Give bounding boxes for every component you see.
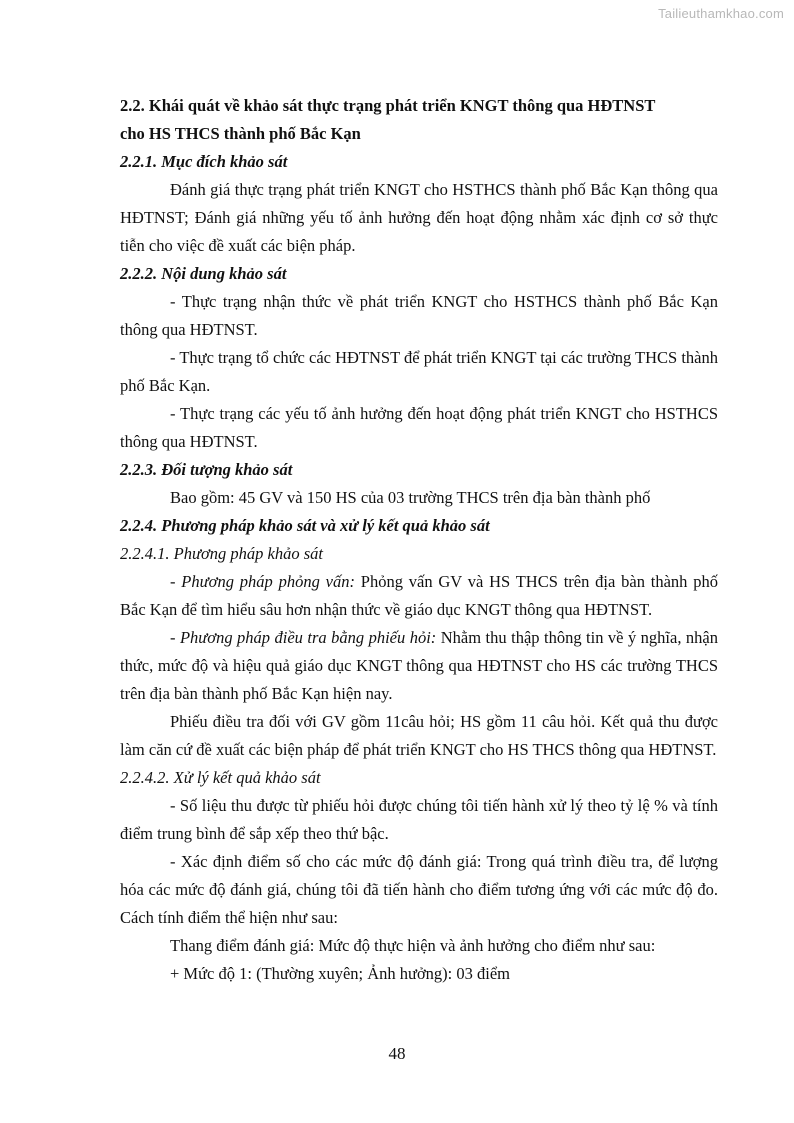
paragraph-purpose: Đánh giá thực trạng phát triển KNGT cho HSTHCS thành phố Bắc Kạn thông qua HĐTNST; Đánh giá những yếu tố ảnh hưởng đến hoạt động nhằm xác định cơ sở thực tiễn cho việc đề xuất các biện pháp. (120, 180, 718, 255)
section-title-line1: 2.2. Khái quát về khảo sát thực trạng phát triển KNGT thông qua HĐTNST (120, 96, 656, 115)
paragraph-subjects: Bao gồm: 45 GV và 150 HS của 03 trường THCS trên địa bàn thành phố (170, 488, 651, 507)
scale-level-1: + Mức độ 1: (Thường xuyên; Ảnh hưởng): 03 điểm (170, 964, 511, 983)
heading-2-2-4-2: 2.2.4.2. Xử lý kết quả khảo sát (120, 768, 321, 787)
heading-2-2-1: 2.2.1. Mục đích khảo sát (120, 152, 288, 171)
survey-method-text: Nhằm thu thập thông tin về ý nghĩa, nhận thức, mức độ và hiệu quả giáo dục KNGT thông qua HĐTNST cho HS các trường THCS trên địa bàn thành phố Bắc Kạn hiện nay. (120, 628, 718, 703)
section-title-line2: cho HS THCS thành phố Bắc Kạn (120, 124, 361, 143)
heading-2-2-4: 2.2.4. Phương pháp khảo sát và xử lý kết quả khảo sát (120, 516, 490, 535)
paragraph-survey-method (120, 624, 718, 708)
document-page (120, 92, 718, 988)
heading-2-2-3: 2.2.3. Đối tượng khảo sát (120, 460, 293, 479)
content-item-2: - Thực trạng tổ chức các HĐTNST để phát triển KNGT tại các trường THCS thành phố Bắc Kạn. (120, 348, 718, 395)
processing-item-2: - Xác định điểm số cho các mức độ đánh giá: Trong quá trình điều tra, để lượng hóa các mức độ đánh giá, chúng tôi đã tiến hành cho điểm tương ứng với các mức độ đo. Cách tính điểm thể hiện như sau: (120, 852, 718, 927)
heading-2-2-2: 2.2.2. Nội dung khảo sát (120, 264, 287, 283)
paragraph-questionnaire: Phiếu điều tra đối với GV gồm 11câu hỏi; HS gồm 11 câu hỏi. Kết quả thu được làm căn cứ đề xuất các biện pháp để phát triển KNGT cho HS THCS thông qua HĐTNST. (120, 712, 718, 759)
watermark: Tailieuthamkhao.com (658, 6, 784, 21)
page-number: 48 (388, 1044, 406, 1063)
scale-intro: Thang điểm đánh giá: Mức độ thực hiện và ảnh hưởng cho điểm như sau: (170, 936, 656, 955)
processing-item-1: - Số liệu thu được từ phiếu hỏi được chúng tôi tiến hành xử lý theo tỷ lệ % và tính điểm trung bình để sắp xếp theo thứ bậc. (120, 796, 718, 843)
interview-method-label: - Phương pháp phỏng vấn: (170, 572, 355, 591)
survey-method-label: - Phương pháp điều tra bằng phiếu hỏi: (170, 628, 437, 647)
content-item-3: - Thực trạng các yếu tố ảnh hưởng đến hoạt động phát triển KNGT cho HSTHCS thông qua HĐTNST. (120, 404, 718, 451)
paragraph-interview-method (120, 568, 718, 624)
interview-method-text: Phỏng vấn GV và HS THCS trên địa bàn thành phố Bắc Kạn để tìm hiểu sâu hơn nhận thức về giáo dục KNGT thông qua HĐTNST. (120, 572, 718, 619)
content-item-1: - Thực trạng nhận thức về phát triển KNGT cho HSTHCS thành phố Bắc Kạn thông qua HĐTNST. (120, 292, 718, 339)
heading-2-2-4-1: 2.2.4.1. Phương pháp khảo sát (120, 544, 323, 563)
